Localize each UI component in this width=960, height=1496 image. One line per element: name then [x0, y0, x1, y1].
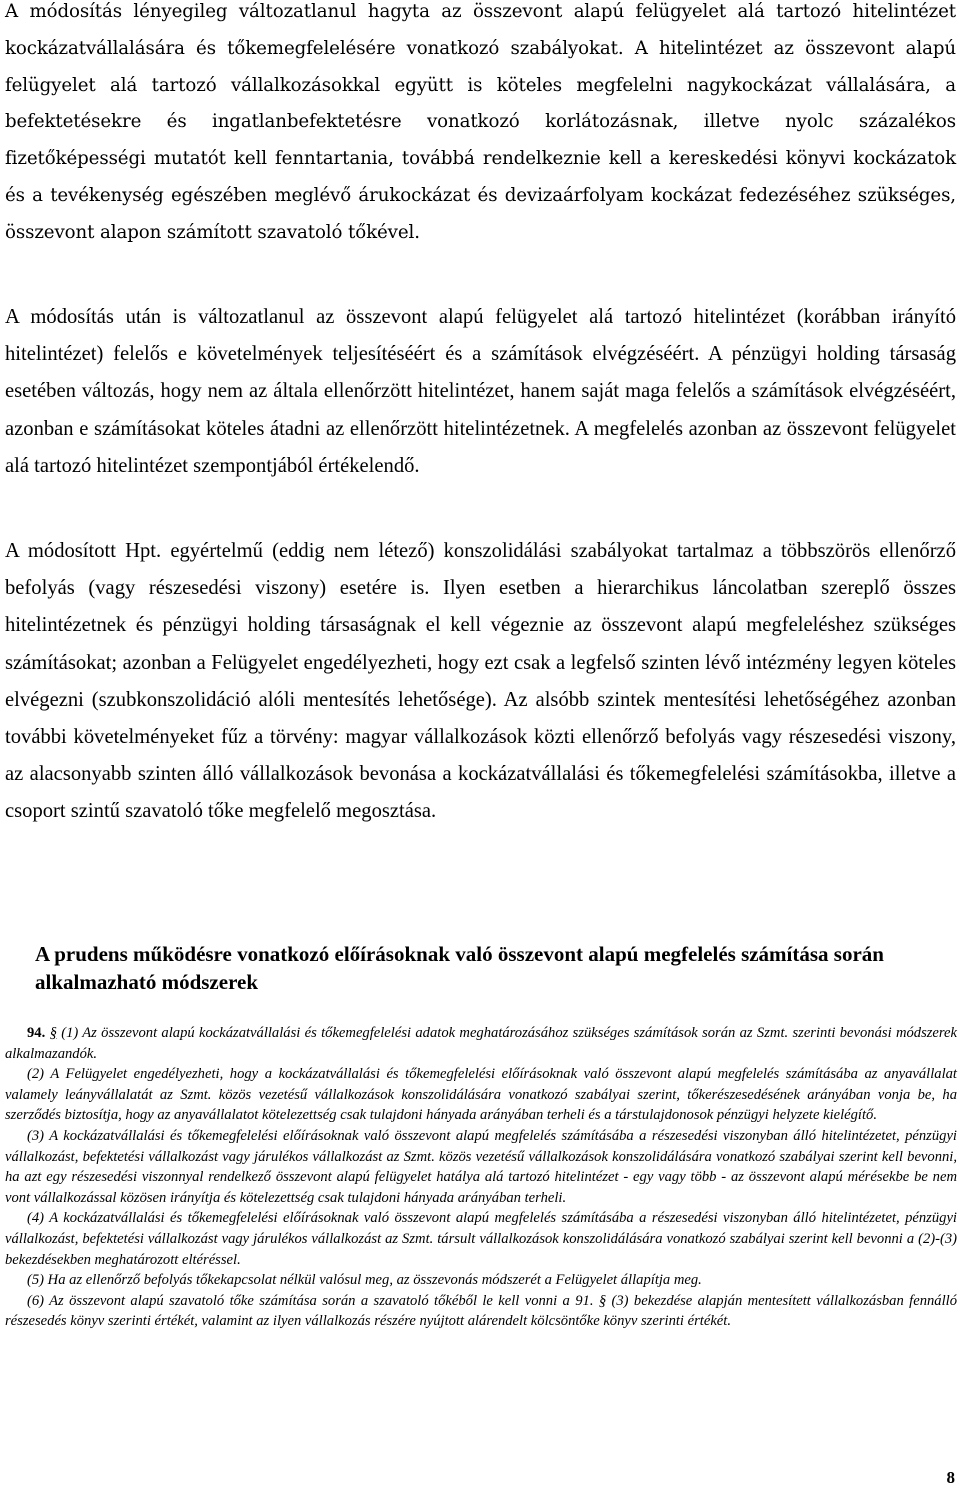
law-item-1 — [5, 1023, 957, 1064]
body-paragraph-1: A módosítás lényegileg változatlanul hagyta az összevont alapú felügyelet alá tartozó hitelintézet kockázatvállalására és tőkemegfelelésére vonatkozó szabályokat. A hitelintézet az összevont alapú felügyelet alá tartozó vállalkozásokkal együtt is köteles megfelelni nagykockázat vállalására, a befektetésekre és ingatlanbefektetésre vonatkozó korlátozásnak, illetve nyolc százalékos fizetőképességi mutatót kell fenntartania, továbbá rendelkeznie kell a kereskedési könyvi kockázatok és a tevékenység egészében meglévő árukockázat és devizaárfolyam kockázat fedezéséhez szükséges, összevont alapon számított szavatoló tőkével. — [5, 1, 956, 243]
law-item-text: (1) Az összevont alapú kockázatvállalási és tőkemegfelelési adatok meghatározásához szükséges számítások során az Szmt. szerinti bevonási módszerek alkalmazandók. — [5, 1025, 958, 1062]
law-item-6: (6) Az összevont alapú szavatoló tőke számítása során a szavatoló tőkéből le kell vonni a 91. § (3) bekezdése alapján mentesített vállalkozásban fennálló részesedés könyv szerinti értékét, valamint az ilyen vállalkozás részére nyújtott alárendelt kölcsöntőke könyv szerinti értékét. — [5, 1292, 957, 1330]
law-excerpt — [5, 1023, 957, 1332]
section-heading: A prudens működésre vonatkozó előírásoknak való összevont alapú megfelelés számítása során alkalmazható módszerek — [35, 942, 884, 994]
page-number: 8 — [946, 1468, 955, 1487]
law-section-number: 94. — [27, 1025, 46, 1041]
body-paragraph-2: A módosítás után is változatlanul az összevont alapú felügyelet alá tartozó hitelintézet (korábban irányító hitelintézet) felelős e követelmények teljesítéséért és a számítások elvégzéséért. A pénzügyi holding társaság esetében változás, hogy nem az általa ellenőrzött hitelintézet, hanem saját maga felelős a számítások elvégzéséért, azonban e számításokat köteles átadni az ellenőrzött hitelintézetnek. A megfelelés azonban az összevont felügyelet alá tartozó hitelintézet szempontjából értékelendő. — [5, 306, 956, 477]
body-paragraph-3: A módosított Hpt. egyértelmű (eddig nem létező) konszolidálási szabályokat tartalmaz a többszörös ellenőrző befolyás (vagy részesedési viszony) esetére is. Ilyen esetben a hierarchikus láncolatban szereplő összes hitelintézetnek és pénzügyi holding társaságnak el kell végeznie az összevont alapú megfeleléshez szükséges számításokat; azonban a Felügyelet engedélyezheti, hogy ezt csak a legfelső szinten lévő intézmény legyen köteles elvégezni (szubkonszolidáció alóli mentesítés lehetősége). Az alsóbb szintek mentesítési lehetőségéhez azonban további követelményeket fűz a törvény: magyar vállalkozások közti ellenőrző befolyás vagy részesedési viszony, az alacsonyabb szinten álló vállalkozások bevonása a kockázatvállalási és tőkemegfelelési számításokba, illetve a csoport szintű szavatoló tőke megfelelő megosztása. — [5, 540, 956, 823]
law-item-3: (3) A kockázatvállalási és tőkemegfelelési előírásoknak való összevont alapú megfelelés számításába a részesedési viszonyban álló hitelintézetet, pénzügyi vállalkozást, befektetési vállalkozást vagy járulékos vállalkozást az Szmt. közös vezetésű vállalkozások konszolidálására vonatkozó szabályai szerint kell bevonni, ha azt egy részesedési viszonnyal rendelkező összevont alapú felügyelet hatálya alá tartozó hitelintézet - egy vagy több - az összevont alapú mérésekbe be nem vont vállalkozással közösen irányítja és kötelezettség csak tulajdoni hányada arányában terheli. — [5, 1127, 957, 1206]
law-item-2: (2) A Felügyelet engedélyezheti, hogy a kockázatvállalási és tőkemegfelelési előírásoknak való összevont alapú megfelelés számításába az anyavállalat valamely leányvállalatát az Szmt. közös vezetésű vállalkozások konszolidálására vonatkozó szabályai szerint, tőkerészesedésének arányában vonja be, ha szerződés biztosítja, hogy az anyavállalatot kötelezettség csak tulajdoni hányada arányában terheli és a társtulajdonosok pénzügyi helyzete kielégítő. — [5, 1066, 957, 1124]
law-item-4: (4) A kockázatvállalási és tőkemegfelelési előírásoknak való összevont alapú megfelelés számításába a részesedési viszonyban álló hitelintézetet, pénzügyi vállalkozást, befektetési vállalkozást vagy járulékos vállalkozást az Szmt. társult vállalkozások konszolidálására vonatkozó szabályai szerint kell bevonni a (2)-(3) bekezdésekben meghatározott eltéréssel. — [5, 1210, 957, 1268]
law-section-symbol: § — [49, 1025, 57, 1041]
law-item-5: (5) Ha az ellenőrző befolyás tőkekapcsolat nélkül valósul meg, az összevonás módszerét a Felügyelet állapítja meg. — [27, 1272, 702, 1289]
